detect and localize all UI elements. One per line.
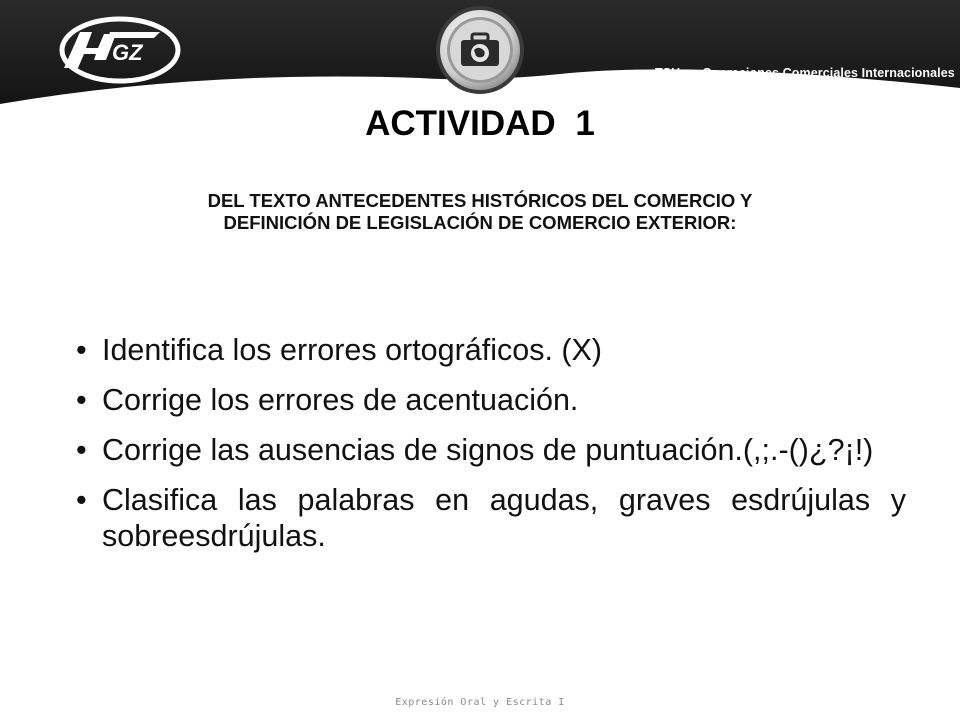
university-logo xyxy=(50,14,182,84)
bullet-icon: • xyxy=(76,433,87,467)
bullet-icon: • xyxy=(76,383,87,417)
list-item xyxy=(76,332,906,368)
subtitle-line: DEL TEXTO ANTECEDENTES HISTÓRICOS DEL COMERCIO Y xyxy=(207,190,753,211)
list-item xyxy=(76,382,906,418)
briefcase-globe-icon xyxy=(434,4,526,96)
list-item-text: Corrige los errores de acentuación. xyxy=(102,383,579,417)
svg-text:GZ: GZ xyxy=(112,40,143,65)
program-name: TSU en Operaciones Comerciales Internacionales xyxy=(655,66,955,80)
slide-footer: Expresión Oral y Escrita I xyxy=(395,697,565,708)
subtitle-line: DEFINICIÓN DE LEGISLACIÓN DE COMERCIO EXTERIOR: xyxy=(223,212,737,233)
list-item-text: Clasifica las palabras en agudas, graves esdrújulas y sobreesdrújulas. xyxy=(102,483,906,553)
instruction-list xyxy=(76,332,906,568)
list-item-text: Corrige las ausencias de signos de puntuación.(,;.-()¿?¡!) xyxy=(102,433,874,467)
list-item-text: Identifica los errores ortográficos. (X) xyxy=(102,333,603,367)
bullet-icon: • xyxy=(76,483,87,517)
bullet-icon: • xyxy=(76,333,87,367)
list-item xyxy=(76,432,906,468)
activity-title: ACTIVIDAD 1 xyxy=(365,104,595,143)
list-item xyxy=(76,482,906,554)
activity-subtitle xyxy=(60,190,900,234)
